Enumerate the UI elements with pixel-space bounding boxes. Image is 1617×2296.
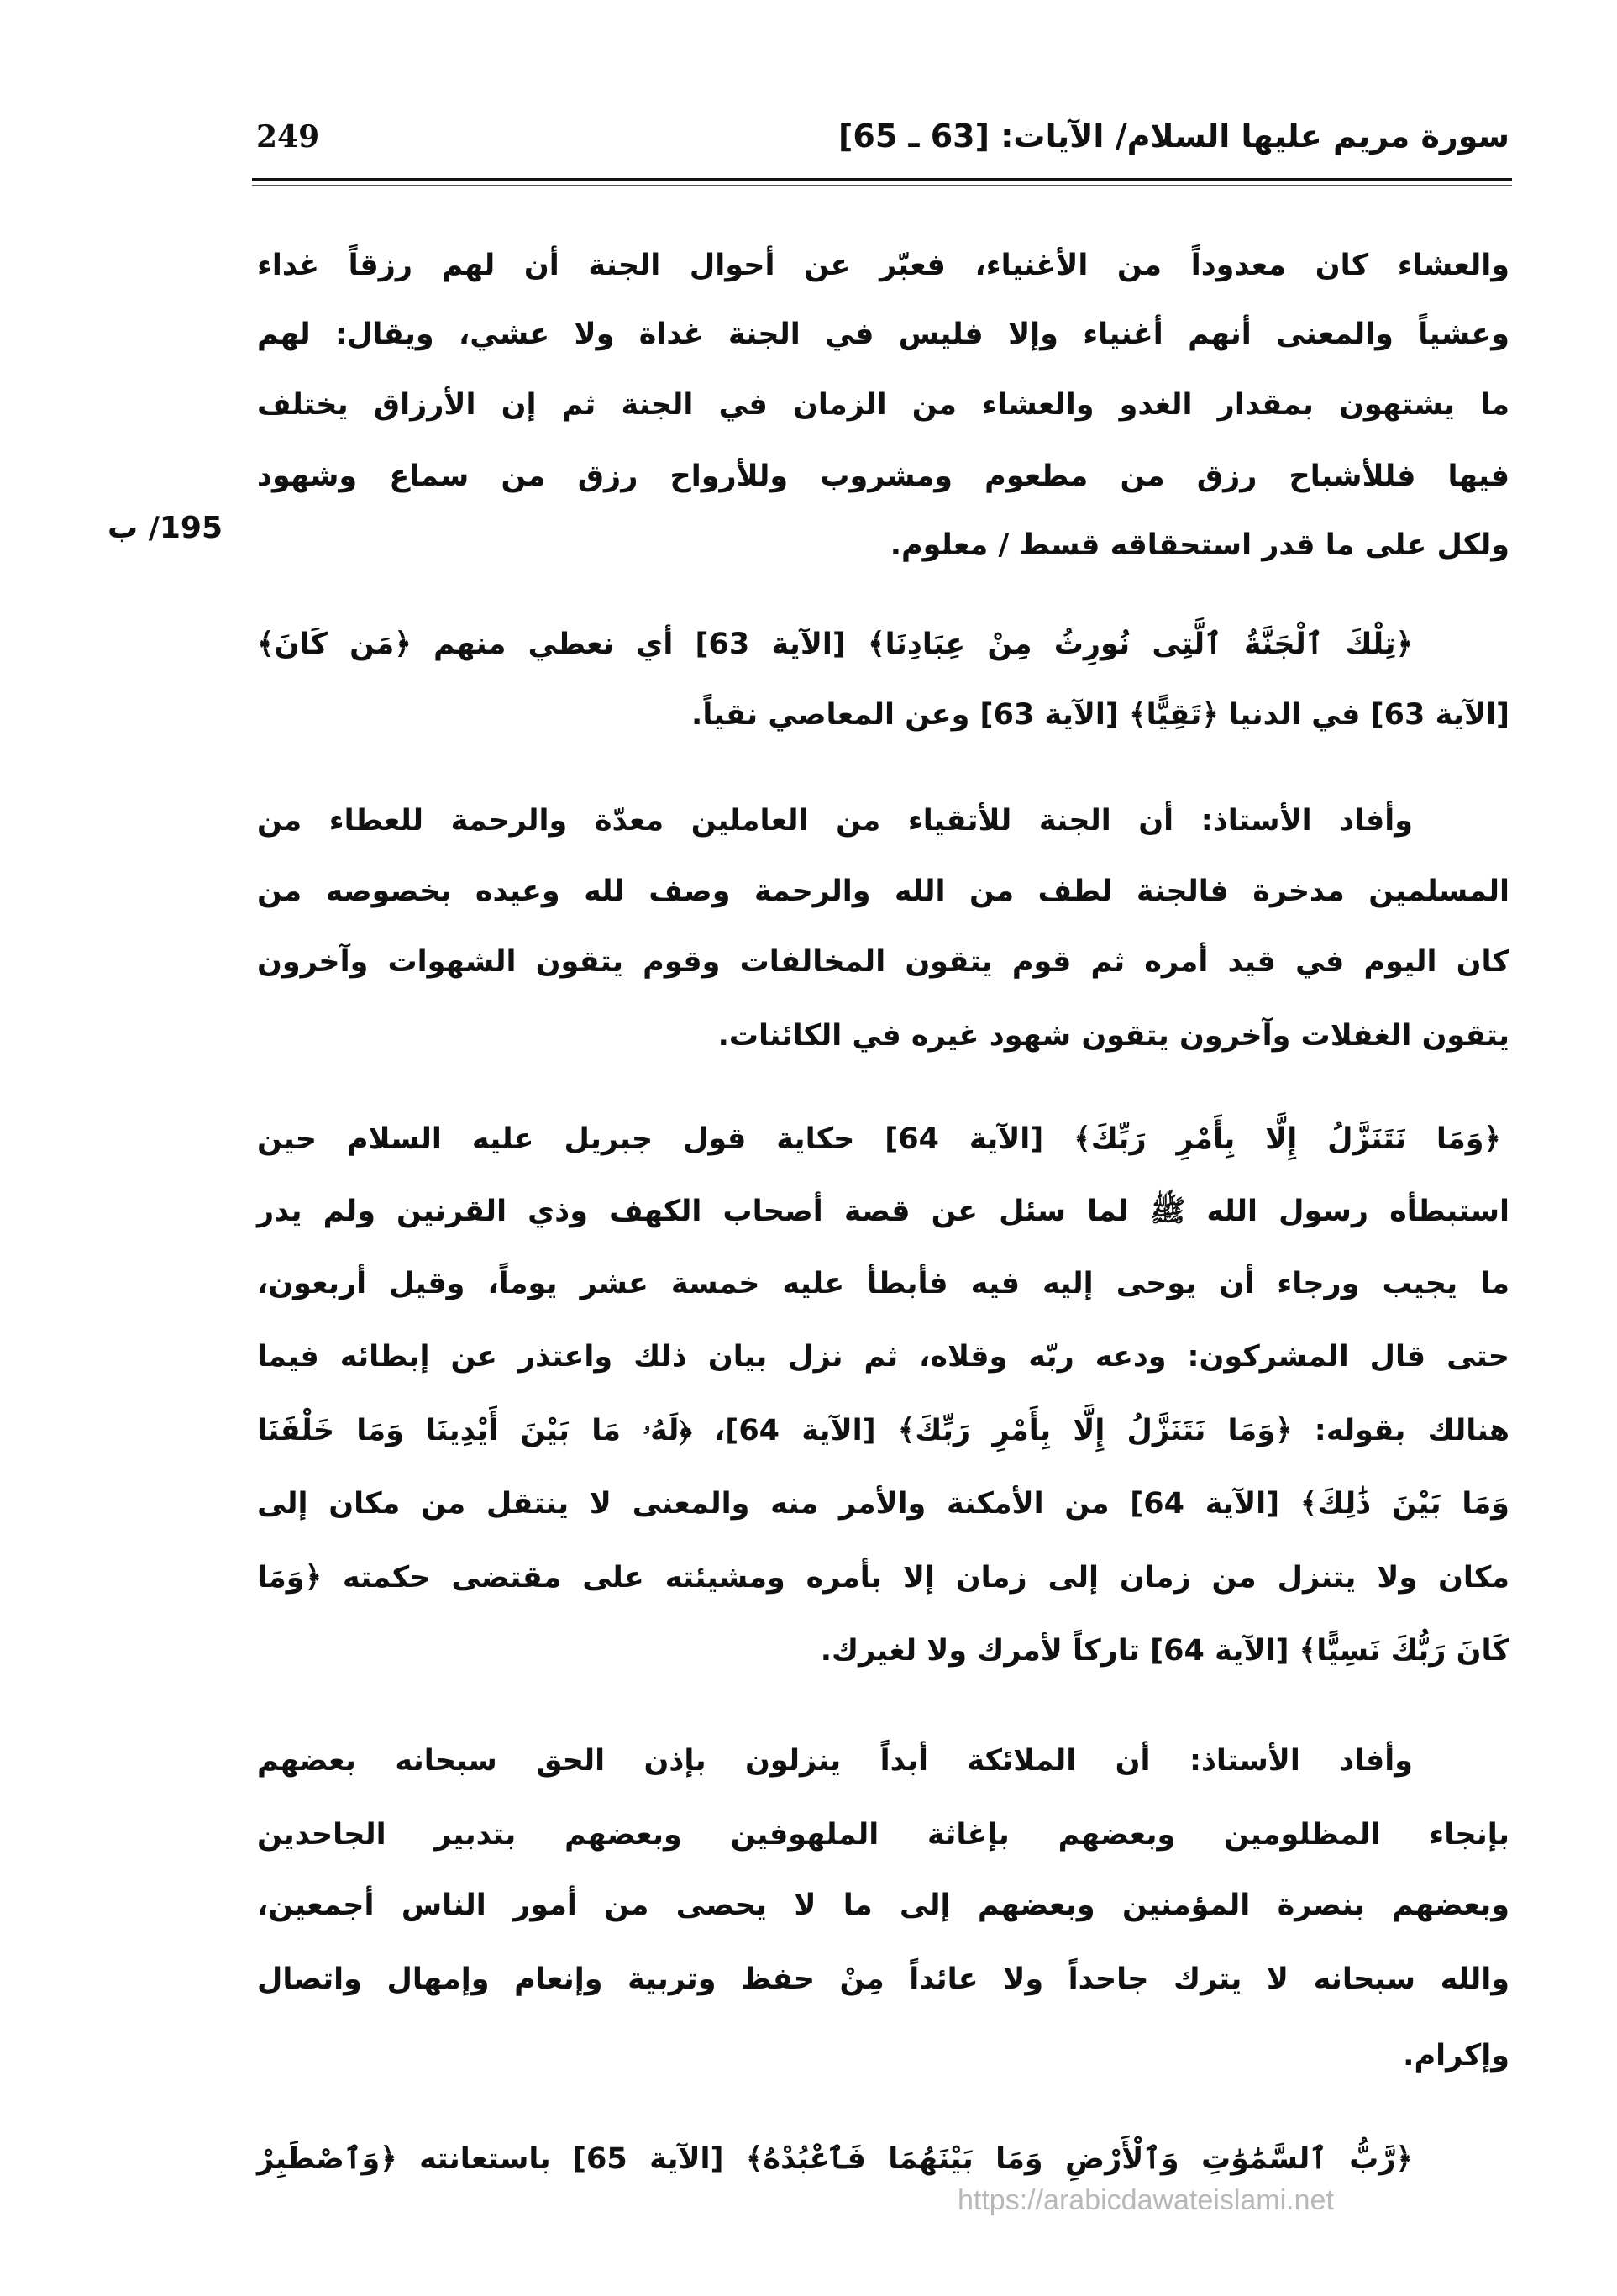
- text-line: ما يجيب ورجاء أن يوحى إليه فيه فأبطأ عليه خمسة عشر يوماً، وقيل أربعون،: [257, 1267, 1509, 1300]
- text-line: ولكل على ما قدر استحقاقه قسط / معلوم.: [890, 528, 1509, 562]
- text-line: فيها فللأشباح رزق من مطعوم ومشروب وللأرواح رزق من سماع وشهود: [257, 460, 1509, 493]
- text-line: ﴿تِلْكَ ٱلْجَنَّةُ ٱلَّتِى نُورِثُ مِنْ عِبَادِنَا﴾ [الآية 63] أي نعطي منهم ﴿مَن كَانَ﴾: [257, 628, 1413, 661]
- watermark-url: https://arabicdawateislami.net: [958, 2184, 1334, 2216]
- text-line: وأفاد الأستاذ: أن الجنة للأتقياء من العاملين معدّة والرحمة للعطاء من: [257, 804, 1413, 838]
- text-line: بإنجاء المظلومين وبعضهم بإغاثة الملهوفين وبعضهم بتدبير الجاحدين: [257, 1818, 1509, 1852]
- text-line: كَانَ رَبُّكَ نَسِيًّا﴾ [الآية 64] تاركاً لأمرك ولا لغيرك.: [820, 1634, 1509, 1668]
- text-line: هنالك بقوله: ﴿وَمَا نَتَنَزَّلُ إِلَّا بِأَمْرِ رَبِّكَ﴾ [الآية 64]، ﴿لَهُۥ مَا بَيْنَ أَيْدِينَا وَمَا خَلْفَنَا: [257, 1414, 1509, 1447]
- text-line: وَمَا بَيْنَ ذَٰلِكَ﴾ [الآية 64] من الأمكنة والأمر منه والمعنى لا ينتقل من مكان إلى: [257, 1487, 1509, 1521]
- text-line: وأفاد الأستاذ: أن الملائكة أبداً ينزلون بإذن الحق سبحانه بعضهم: [257, 1744, 1413, 1778]
- text-line: حتى قال المشركون: ودعه ربّه وقلاه، ثم نزل بيان ذلك واعتذر عن إبطائه فيما: [257, 1340, 1509, 1374]
- text-line: وإكرام.: [1403, 2039, 1509, 2073]
- text-line: المسلمين مدخرة فالجنة لطف من الله والرحمة وصف لله وعيده بخصوصه من: [257, 875, 1509, 908]
- header-rule-thin: [252, 185, 1512, 186]
- text-line: [الآية 63] في الدنيا ﴿تَقِيًّا﴾ [الآية 63] وعن المعاصي نقياً.: [691, 698, 1509, 732]
- manuscript-folio-note: 195/ ب: [108, 511, 223, 545]
- text-line: وعشياً والمعنى أنهم أغنياء وإلا فليس في الجنة غداة ولا عشي، ويقال: لهم: [257, 318, 1509, 351]
- text-line: يتقون الغفلات وآخرون يتقون شهود غيره في الكائنات.: [717, 1019, 1509, 1053]
- page-number: 249: [256, 119, 320, 155]
- text-line: ما يشتهون بمقدار الغدو والعشاء من الزمان في الجنة ثم إن الأرزاق يختلف: [257, 388, 1509, 422]
- text-line: والعشاء كان معدوداً من الأغنياء، فعبّر عن أحوال الجنة أن لهم رزقاً غداء: [257, 249, 1509, 282]
- text-line: ﴿وَمَا نَتَنَزَّلُ إِلَّا بِأَمْرِ رَبِّكَ﴾ [الآية 64] حكاية قول جبريل عليه السلام حين: [257, 1122, 1501, 1156]
- text-line: والله سبحانه لا يترك جاحداً ولا عائداً مِنْ حفظ وتربية وإنعام وإمهال واتصال: [257, 1962, 1509, 1996]
- text-line: ﴿رَّبُّ ٱلسَّمَٰوَٰتِ وَٱلْأَرْضِ وَمَا بَيْنَهُمَا فَٱعْبُدْهُ﴾ [الآية 65] باستعانته ﴿وَٱصْطَبِرْ: [257, 2142, 1414, 2176]
- text-line: كان اليوم في قيد أمره ثم قوم يتقون المخالفات وقوم يتقون الشهوات وآخرون: [257, 945, 1509, 979]
- header-rule: [252, 178, 1512, 181]
- text-line: وبعضهم بنصرة المؤمنين وبعضهم إلى ما لا يحصى من أمور الناس أجمعين،: [257, 1889, 1509, 1922]
- running-header-title: سورة مريم عليها السلام/ الآيات: [63 ـ 65]: [838, 118, 1509, 155]
- text-line: استبطأه رسول الله ﷺ لما سئل عن قصة أصحاب الكهف وذي القرنين ولم يدر: [257, 1195, 1509, 1228]
- text-line: مكان ولا يتنزل من زمان إلى زمان إلا بأمره ومشيئته على مقتضى حكمته ﴿وَمَا: [257, 1561, 1509, 1595]
